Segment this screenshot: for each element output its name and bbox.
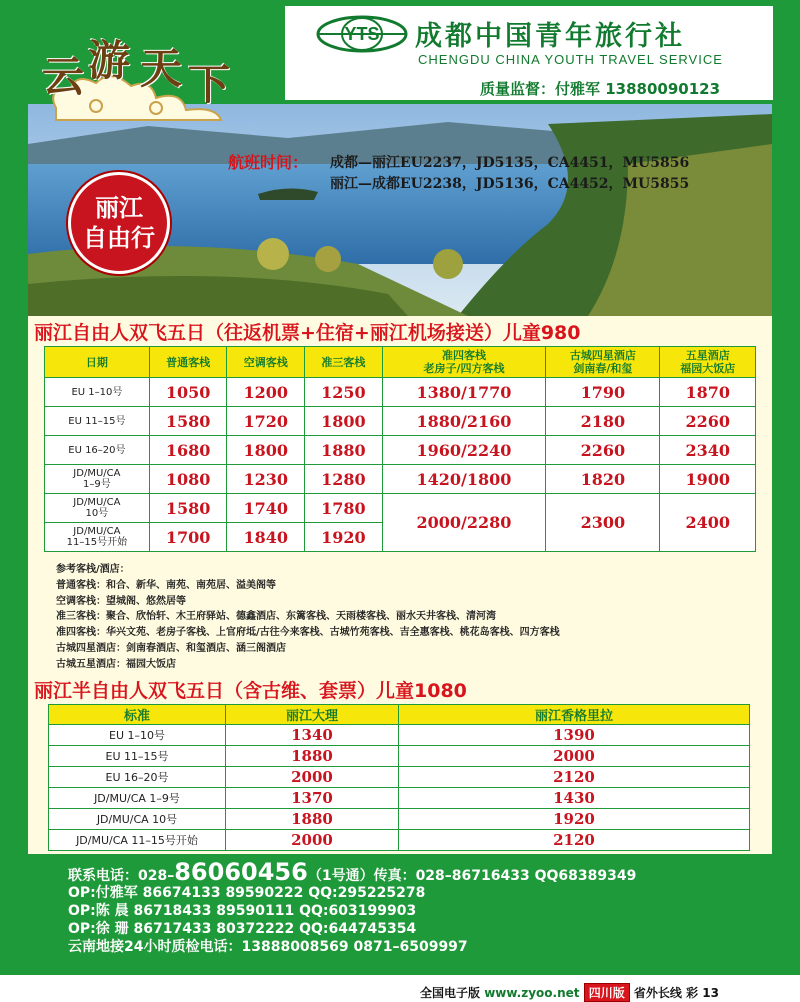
price-cell: 1880/2160 [382,407,546,436]
price-cell: 2120 [399,767,750,788]
price-cell: 1680 [149,436,227,465]
company-name-cn: 成都中国青年旅行社 [415,21,685,52]
row-date: JD/MU/CA 1–9号 [49,788,226,809]
price-cell: 2260 [660,407,756,436]
footer-site-link[interactable]: www.zyoo.net [484,986,580,1000]
price-cell: 2340 [660,436,756,465]
price-cell: 1230 [227,465,305,494]
price-cell: 2120 [399,830,750,851]
phone-rest: （1号通）传真：028–86716433 QQ68389349 [307,868,637,884]
price-cell: 1840 [227,523,305,552]
price-cell: 1370 [226,788,399,809]
price-cell: 2000 [226,830,399,851]
price-cell: 1380/1770 [382,378,546,407]
price-cell: 1250 [305,378,383,407]
table-row [45,436,756,465]
row-date: EU 1–10号 [45,378,150,407]
price-cell: 1920 [305,523,383,552]
price-cell: 1880 [226,809,399,830]
header-3star-inn: 准三客栈 [305,347,383,378]
header-4star-inn: 准四客栈 老房子/四方客栈 [382,347,546,378]
reference-line: 准四客栈：华兴文苑、老房子客栈、上官府坻/古往今来客栈、古城竹苑客栈、吉全惠客栈、桃花岛客栈、四方客栈 [56,627,560,639]
table-row [45,465,756,494]
phone-label: 联系电话：028– [68,868,175,884]
price-cell: 1960/2240 [382,436,546,465]
cloud-title-art [36,28,246,128]
price-cell: 1700 [149,523,227,552]
price-cell: 1430 [399,788,750,809]
price-cell: 1920 [399,809,750,830]
price-cell: 2000 [226,767,399,788]
header-4star-hotel: 古城四星酒店 剑南春/和玺 [546,347,660,378]
reference-line: 准三客栈：聚合、欣怡轩、木王府驿站、德鑫酒店、东篱客栈、天雨楼客栈、丽水天井客栈、清河湾 [56,611,496,623]
logo-text: YTS [344,24,380,44]
price-cell: 1390 [399,725,750,746]
quality-supervision: 质量监督：付雅军 13880090123 [480,80,721,98]
table-row [49,746,750,767]
header-ac-inn: 空调客栈 [227,347,305,378]
row-date: EU 16–20号 [45,436,150,465]
reference-line: 普通客栈：和合、新华、南苑、南苑居、溢美阁等 [56,579,276,591]
price-cell: 1580 [149,407,227,436]
footer-suffix: 省外长线 彩 13 [629,986,719,1000]
price-cell: 1420/1800 [382,465,546,494]
section1-title: 丽江自由人双飞五日（往返机票+住宿+丽江机场接送）儿童980 [34,322,581,344]
price-cell: 1080 [149,465,227,494]
header-ordinary-inn: 普通客栈 [149,347,227,378]
section2-title: 丽江半自由人双飞五日（含古维、套票）儿童1080 [34,680,467,702]
table-header-row [49,705,750,725]
price-cell: 2260 [546,436,660,465]
table-row [45,407,756,436]
references-heading: 参考客栈/酒店： [56,564,130,575]
row-date: JD/MU/CA 11–15号开始 [45,523,150,552]
title-char-1: 云 [42,52,85,101]
price-cell: 2180 [546,407,660,436]
operator-line-2: OP:陈 晨 86718433 89590111 QQ:603199903 [68,903,417,919]
price-cell: 1740 [227,494,305,523]
table-row [49,788,750,809]
header-standard: 标准 [49,705,226,725]
yunnan-hotline: 云南地接24小时质检电话：13888008569 0871–6509997 [68,939,468,955]
row-date: EU 16–20号 [49,767,226,788]
table-row [45,494,756,523]
price-cell: 1580 [149,494,227,523]
table-row [49,767,750,788]
price-cell: 1800 [227,436,305,465]
lijiang-badge [68,172,170,274]
price-cell: 1900 [660,465,756,494]
price-cell: 1870 [660,378,756,407]
company-name-en: CHENGDU CHINA YOUTH TRAVEL SERVICE [418,52,723,67]
table-row [49,809,750,830]
header-5star-hotel: 五星酒店 福园大饭店 [660,347,756,378]
price-cell: 1800 [305,407,383,436]
price-table-2 [48,704,750,851]
price-cell: 1200 [227,378,305,407]
price-cell: 1050 [149,378,227,407]
reference-line: 空调客栈：望城阁、悠然居等 [56,595,186,607]
title-char-4: 下 [188,60,231,109]
price-cell: 1780 [305,494,383,523]
header-lijiang-dali: 丽江大理 [226,705,399,725]
badge-line-2: 自由行 [83,224,155,252]
row-date: JD/MU/CA 11–15号开始 [49,830,226,851]
footer-edition-badge: 四川版 [584,983,630,1002]
price-cell: 1880 [226,746,399,767]
flight-time-label: 航班时间： [228,153,309,172]
phone-main: 86060456 [174,858,308,886]
table-header-row [45,347,756,378]
price-cell: 1720 [227,407,305,436]
hotel-references [56,562,560,673]
reference-line: 古城四星酒店：剑南春酒店、和玺酒店、涵三阁酒店 [56,642,286,654]
price-cell: 1790 [546,378,660,407]
header-date: 日期 [45,347,150,378]
merged-price-cell: 2400 [660,494,756,552]
reference-line: 古城五星酒店：福园大饭店 [56,658,176,670]
operator-line-3: OP:徐 珊 86717433 80372222 QQ:644745354 [68,921,417,937]
price-table-1 [44,346,756,552]
table-row [49,725,750,746]
operator-line-1: OP:付雅军 86674133 89590222 QQ:295225278 [68,885,426,901]
table-row [45,378,756,407]
row-date: JD/MU/CA 10号 [45,494,150,523]
price-cell: 2000 [399,746,750,767]
badge-line-1: 丽江 [95,194,143,222]
row-date: EU 1–10号 [49,725,226,746]
price-cell: 1880 [305,436,383,465]
flight-outbound: 成都—丽江EU2237，JD5135，CA4451，MU5856 [330,155,690,171]
page-footer [420,983,719,1002]
price-cell: 1280 [305,465,383,494]
row-date: JD/MU/CA 10号 [49,809,226,830]
merged-price-cell: 2300 [546,494,660,552]
flight-return: 丽江—成都EU2238，JD5136，CA4452，MU5855 [330,176,690,192]
yts-logo-icon [315,14,410,54]
header-lijiang-shangrila: 丽江香格里拉 [399,705,750,725]
title-char-2: 游 [88,36,131,85]
merged-price-cell: 2000/2280 [382,494,546,552]
row-date: JD/MU/CA 1–9号 [45,465,150,494]
row-date: EU 11–15号 [49,746,226,767]
title-char-3: 天 [140,44,183,93]
price-cell: 1820 [546,465,660,494]
table-row [49,830,750,851]
row-date: EU 11–15号 [45,407,150,436]
footer-prefix: 全国电子版 [420,986,485,1000]
price-cell: 1340 [226,725,399,746]
